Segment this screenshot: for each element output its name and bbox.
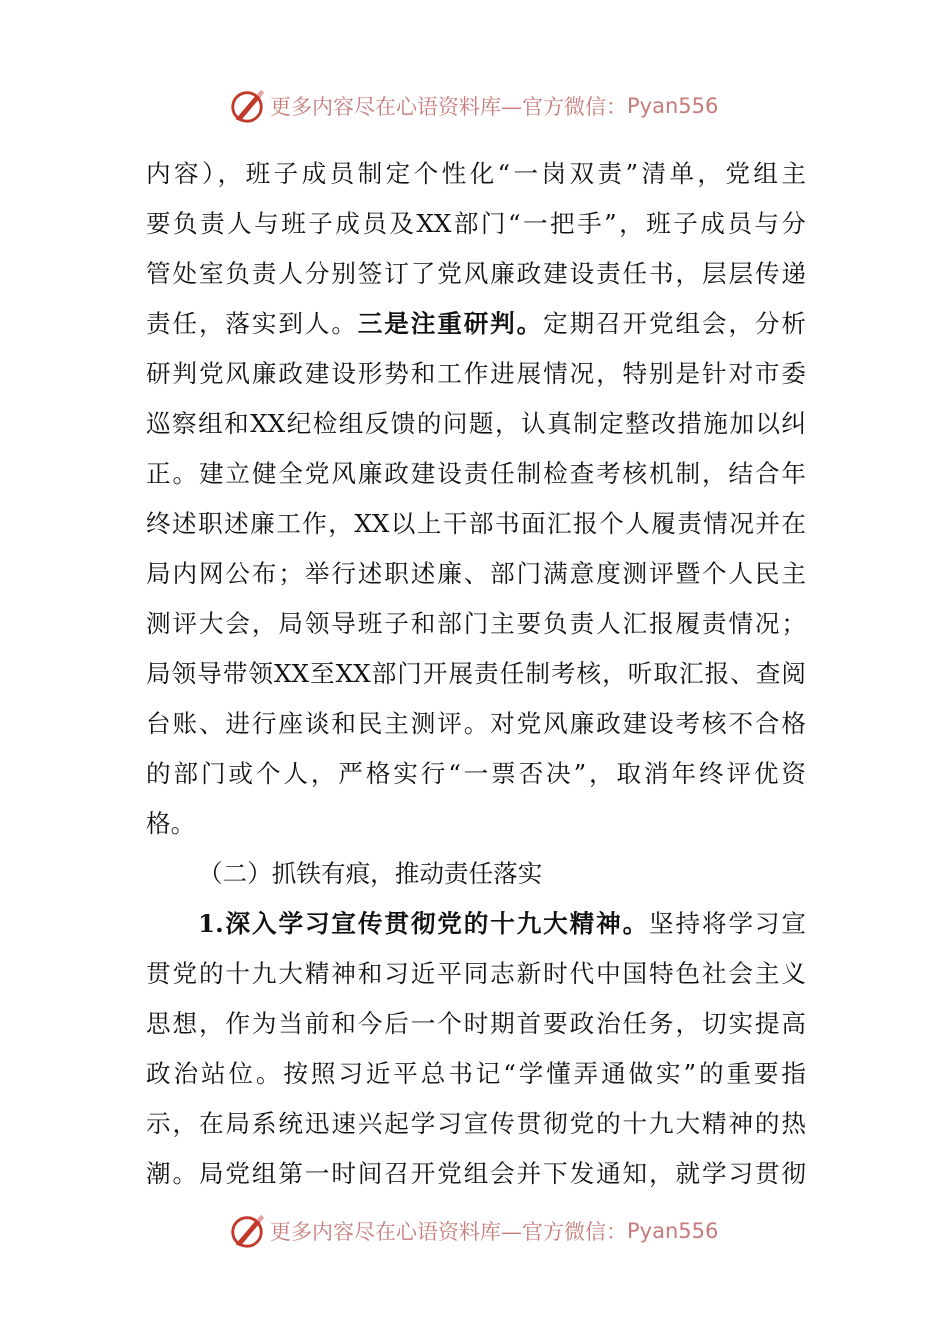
paragraph-line: 局内网公布；举行述职述廉、部门满意度测评暨个人民主 bbox=[146, 559, 806, 588]
paragraph-line: 潮。局党组第一时间召开党组会并下发通知，就学习贯彻 bbox=[146, 1159, 806, 1188]
document-body bbox=[146, 149, 806, 1199]
pen-logo-icon bbox=[228, 87, 266, 125]
paragraph-line: 局领导带领XX至XX部门开展责任制考核，听取汇报、查阅 bbox=[146, 659, 806, 688]
header-wechat-id: Pyan556 bbox=[627, 94, 719, 118]
bold-lead-text: 1.深入学习宣传贯彻党的十九大精神。 bbox=[198, 909, 650, 938]
header-banner-text: 更多内容尽在心语资料库—官方微信： bbox=[270, 95, 627, 119]
paragraph-line: 正。建立健全党风廉政建设责任制检查考核机制，结合年 bbox=[146, 459, 806, 488]
paragraph-line: 巡察组和XX纪检组反馈的问题，认真制定整改措施加以纠 bbox=[146, 409, 806, 438]
paragraph-line bbox=[146, 299, 806, 349]
paragraph-line: 台账、进行座谈和民主测评。对党风廉政建设考核不合格 bbox=[146, 709, 806, 738]
paragraph-line: 要负责人与班子成员及XX部门“一把手”，班子成员与分 bbox=[146, 209, 806, 238]
paragraph-line: 管处室负责人分别签订了党风廉政建设责任书，层层传递 bbox=[146, 259, 806, 288]
section-heading: （二）抓铁有痕，推动责任落实 bbox=[198, 859, 543, 888]
line-text: 责任，落实到人。 bbox=[146, 309, 358, 338]
line-text: 坚持将学习宣 bbox=[649, 909, 806, 938]
footer-banner-text: 更多内容尽在心语资料库—官方微信： bbox=[270, 1220, 627, 1244]
paragraph-line: 的部门或个人，严格实行“一票否决”，取消年终评优资 bbox=[146, 759, 806, 788]
paragraph-line: 测评大会，局领导班子和部门主要负责人汇报履责情况； bbox=[146, 609, 806, 638]
paragraph-line: 贯党的十九大精神和习近平同志新时代中国特色社会主义 bbox=[146, 959, 806, 988]
paragraph-line: 政治站位。按照习近平总书记“学懂弄通做实”的重要指 bbox=[146, 1059, 806, 1088]
paragraph-line: 终述职述廉工作，XX以上干部书面汇报个人履责情况并在 bbox=[146, 509, 806, 538]
paragraph-line bbox=[146, 899, 806, 949]
footer-wechat-id: Pyan556 bbox=[627, 1219, 719, 1243]
paragraph-line: 内容），班子成员制定个性化“一岗双责”清单，党组主 bbox=[146, 159, 806, 188]
paragraph-line: 格。 bbox=[146, 809, 196, 838]
pen-logo-icon bbox=[228, 1212, 266, 1250]
line-text: 定期召开党组会，分析 bbox=[543, 309, 806, 338]
footer-banner bbox=[228, 1211, 728, 1251]
paragraph-line: 研判党风廉政建设形势和工作进展情况，特别是针对市委 bbox=[146, 359, 806, 388]
header-banner bbox=[228, 86, 728, 126]
bold-lead-text: 三是注重研判。 bbox=[357, 309, 544, 338]
paragraph-line: 思想，作为当前和今后一个时期首要政治任务，切实提高 bbox=[146, 1009, 806, 1038]
paragraph-line: 示，在局系统迅速兴起学习宣传贯彻党的十九大精神的热 bbox=[146, 1109, 806, 1138]
